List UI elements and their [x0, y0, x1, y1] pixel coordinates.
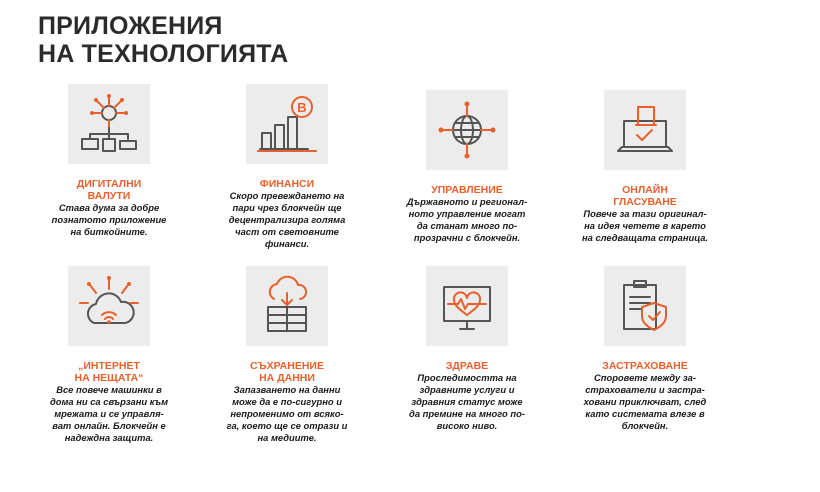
svg-text:B: B — [297, 100, 307, 115]
bitcoin-bar-chart-icon — [254, 91, 320, 157]
card-description: Все повече машинки в дома ни са свързани към мрежата и се управля- ват онлайн. Блокчейн е надеждна защита. — [49, 384, 169, 443]
card-description: Споровете между за- страхователи и застра- ховани приключват, след като системата влезе в блокчейн. — [583, 372, 707, 431]
card-description: Става дума за добре познатото приложение на биткойните. — [51, 202, 167, 237]
icon-box — [246, 266, 328, 346]
insurance-shield-icon — [612, 273, 678, 339]
icon-box — [604, 266, 686, 346]
card-finance — [212, 84, 362, 250]
globe-network-icon — [434, 97, 500, 163]
card-online-voting — [570, 90, 720, 244]
title-line-1: ПРИЛОЖЕНИЯ — [38, 12, 223, 40]
card-governance — [392, 90, 542, 244]
card-label: ЗАСТРАХОВАНЕ — [602, 360, 688, 372]
card-description: Проследимостта на здравните услуги и здравния статус може да премине на много по- високо ниво. — [409, 372, 525, 431]
icon-box — [68, 84, 150, 164]
card-label: ФИНАНСИ — [259, 178, 315, 190]
title-line-2: НА ТЕХНОЛОГИЯТА — [38, 40, 289, 68]
cloud-wifi-icon — [76, 273, 142, 339]
icon-box — [426, 90, 508, 170]
icon-box — [426, 266, 508, 346]
icon-box — [246, 84, 328, 164]
card-health — [392, 266, 542, 432]
card-description: Повече за тази оригинал- на идея четете в карето на следващата страница. — [581, 208, 709, 243]
card-internet-of-things — [34, 266, 184, 444]
card-data-storage — [212, 266, 362, 444]
card-label: ДИГИТАЛНИ ВАЛУТИ — [76, 178, 142, 202]
card-label: ЗДРАВЕ — [445, 360, 489, 372]
icon-box — [68, 266, 150, 346]
cloud-storage-icon — [254, 273, 320, 339]
laptop-vote-icon — [612, 97, 678, 163]
icon-box — [604, 90, 686, 170]
card-insurance — [570, 266, 720, 432]
card-digital-currencies — [34, 84, 184, 238]
card-label: УПРАВЛЕНИЕ — [431, 184, 503, 196]
circuit-devices-icon — [76, 91, 142, 157]
page-title — [38, 12, 288, 68]
card-label: „ИНТЕРНЕТ НА НЕЩАТА“ — [74, 360, 144, 384]
card-description: Запазването на данни може да е по-сигурно и непроменимо от всяко- га, което ще се отрази и на медиите. — [226, 384, 348, 443]
card-description: Скоро превеждането на пари чрез блокчейн ще децентрализира голяма част от световните финанси. — [228, 190, 346, 249]
card-label: СЪХРАНЕНИЕ НА ДАННИ — [250, 360, 324, 384]
health-monitor-icon — [434, 273, 500, 339]
card-description: Държавното и регионал- ното управление могат да станат много по- прозрачни с блокчейн. — [406, 196, 528, 243]
card-label: ОНЛАЙН ГЛАСУВАНЕ — [613, 184, 677, 208]
